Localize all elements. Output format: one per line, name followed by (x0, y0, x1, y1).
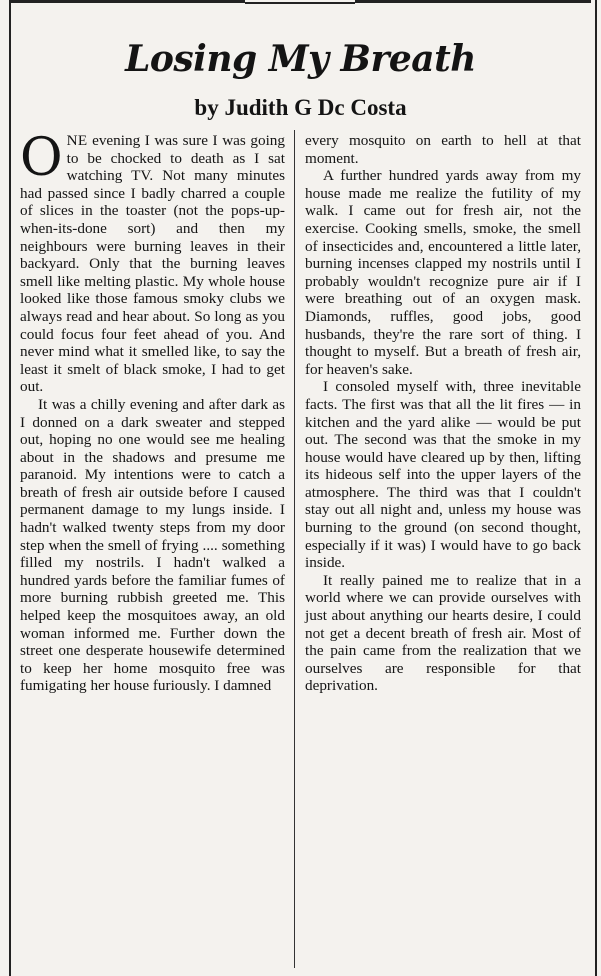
paragraph-2: It was a chilly evening and after dark as I donned on a dark sweater and stepped out, hoping no one would see me healing about in the shadows and presume me paranoid. My intentions were to catch a breath of fresh air outside before I caused permanent damage to my lungs inside. I hadn't walked twenty steps from my door step when the smell of frying .... something filled my nostrils. I hadn't walked a hundred yards before the familiar fumes of more burning rubbish greeted me. This helped keep the mosquitoes away, an old woman informed me. Further down the street one desperate housewife determined to keep her home mosquito free was fumigating her house furiously. I damned (20, 395, 285, 695)
left-border (9, 0, 11, 976)
article-byline: by Judith G Dc Costa (194, 95, 407, 120)
right-border (595, 0, 597, 976)
drop-cap: O (20, 128, 63, 188)
paragraph-3: A further hundred yards away from my house made me realize the futility of my walk. I came out for fresh air, not the exercise. Cooking smells, smoke, the smell of insecticides and, encountered a little later, burning incenses clapped my nostrils until I probably wouldn't recognize pure air if I were breathing out of an oxygen mask. Diamonds, ruffles, good jobs, good husbands, they're the rare sort of thing. I thought to myself. But a breath of fresh air, for heaven's sake. (305, 167, 581, 378)
paragraph-4: I consoled myself with, three inevitable facts. The first was that all the lit fires — in kitchen and the yard alike — would be put out. The second was that the smoke in my house would have cleared up by then, lifting its hideous self into the upper layers of the atmosphere. The third was that I couldn't stay out all night and, unless my house was burning to the ground (on second thought, especially if it was) I would have to go back inside. (305, 378, 581, 572)
article-title: Losing My Breath (125, 38, 476, 80)
lead-caps: NE (66, 132, 88, 149)
column-left (20, 128, 285, 695)
paragraph-5: It really pained me to realize that in a world where we can provide ourselves with just about anything our hearts desire, I could not get a decent breath of fresh air. Most of the pain came from the realization that we ourselves are responsible for that deprivation. (305, 571, 581, 695)
column-divider (294, 130, 295, 968)
paragraph-1 (20, 128, 285, 396)
paragraph-2-continued: every mosquito on earth to hell at that moment. (305, 132, 581, 167)
column-right (305, 132, 581, 695)
top-rule-tab (245, 0, 355, 4)
paragraph-1-text: evening I was sure I was going to be chocked to death as I sat watching TV. Not many minutes had passed since I badly charred a couple of slices in the toaster (not the pops-up-when-its-done sort) and then my neighbours were burning leaves in their backyard. Only that the burning leaves smell like melting plastic. My whole house looked like those famous smoky clubs we always read and hear about. So long as you could focus four feet ahead of you. And never mind what it smelled like, to say the least it smelt of black smoke, I had to get out. (20, 132, 285, 396)
